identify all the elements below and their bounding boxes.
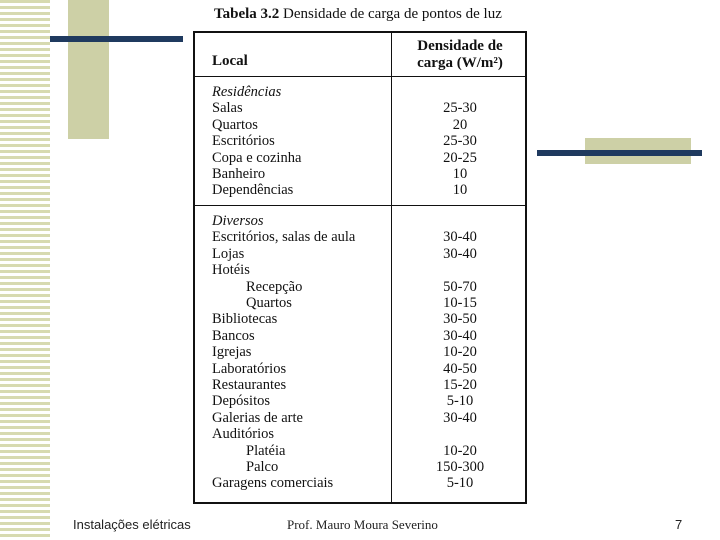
row-label: Platéia xyxy=(246,442,286,459)
row-value: 30-40 xyxy=(443,245,477,262)
row-value: 5-10 xyxy=(446,475,474,492)
row-value: 10 xyxy=(452,182,468,199)
table-column-divider xyxy=(391,33,392,502)
row-label: Bibliotecas xyxy=(212,311,278,328)
row-value: 40-50 xyxy=(443,360,477,377)
footer-course: Instalações elétricas xyxy=(73,517,191,532)
row-value: 25-30 xyxy=(443,133,477,150)
section-heading: Residências xyxy=(212,84,282,100)
row-value: 20-25 xyxy=(443,149,477,166)
row-label: Lojas xyxy=(212,245,245,262)
row-value: 30-40 xyxy=(443,327,477,344)
row-label: Restaurantes xyxy=(212,377,287,393)
table-title-number: Tabela 3.2 xyxy=(214,6,280,22)
table-title xyxy=(214,6,502,23)
row-value: 20 xyxy=(452,116,468,133)
section-heading: Diversos xyxy=(212,213,264,229)
header-density xyxy=(395,38,525,72)
row-label: Igrejas xyxy=(212,344,252,361)
row-label: Recepção xyxy=(246,278,303,295)
table-title-text: Densidade de carga de pontos de luz xyxy=(279,6,502,22)
footer-author: Prof. Mauro Moura Severino xyxy=(287,517,438,532)
row-value: 10-20 xyxy=(443,442,477,459)
row-label: Quartos xyxy=(212,116,258,133)
row-value: 30-40 xyxy=(443,229,477,246)
table-section-divider xyxy=(195,205,525,206)
row-label: Banheiro xyxy=(212,166,266,182)
row-label: Quartos xyxy=(246,295,292,311)
row-value: 25-30 xyxy=(443,100,477,117)
row-value: 10-20 xyxy=(443,344,477,361)
page-number: 7 xyxy=(675,517,683,532)
row-label: Palco xyxy=(246,459,279,475)
top-left-decoration-block xyxy=(68,0,109,139)
header-density-line2: carga (W/m²) xyxy=(417,55,503,71)
row-value: 30-50 xyxy=(443,311,477,328)
row-value: 10-15 xyxy=(443,295,477,311)
row-label: Galerias de arte xyxy=(212,409,303,426)
row-label: Garagens comerciais xyxy=(212,475,334,492)
row-label: Bancos xyxy=(212,327,255,344)
row-label: Depósitos xyxy=(212,393,270,410)
row-label: Escritórios xyxy=(212,133,275,150)
row-label: Escritórios, salas de aula xyxy=(212,229,356,246)
row-value: 15-20 xyxy=(443,377,477,393)
row-label: Dependências xyxy=(212,182,294,199)
row-value: 150-300 xyxy=(435,459,485,475)
row-value: 10 xyxy=(452,166,468,182)
row-label: Hotéis xyxy=(212,262,250,279)
row-label: Salas xyxy=(212,100,243,117)
row-label: Laboratórios xyxy=(212,360,287,377)
right-decoration-line xyxy=(537,150,702,156)
header-local: Local xyxy=(212,53,248,69)
table-header-divider xyxy=(195,76,525,77)
row-label: Copa e cozinha xyxy=(212,149,302,166)
row-value: 5-10 xyxy=(446,393,474,410)
row-value: 30-40 xyxy=(443,409,477,426)
header-density-line1: Densidade de xyxy=(417,38,503,54)
row-value: 50-70 xyxy=(443,278,477,295)
row-label: Auditórios xyxy=(212,426,275,443)
left-stripe-decoration xyxy=(0,0,50,540)
top-left-decoration-line xyxy=(50,36,183,42)
